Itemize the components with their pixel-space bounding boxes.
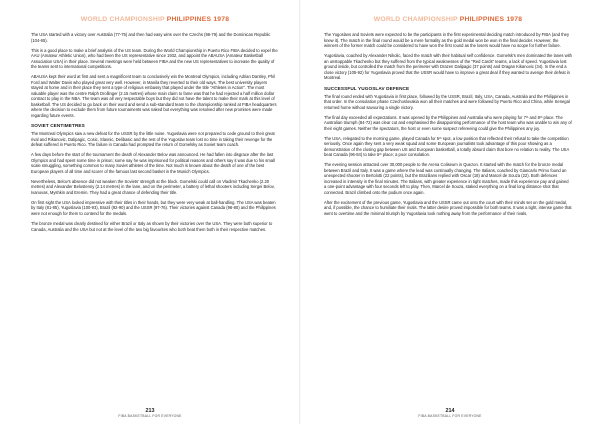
page-footer (300, 408, 600, 418)
running-header (324, 16, 572, 26)
section-heading: SOVIET CENTIMETRES (31, 123, 85, 129)
paragraph: After the excitement of the previous game, Yugoslavia and the USSR came out onto the court with their minds set on the gold medal, and, if possible, the chance to humiliate their rivals. The latter desire proved impossible for both teams. It was a tight, intense game that went to overtime and the minimal triumph by Yugoslavia took nothing away from the performance of their rivals. (324, 199, 572, 216)
page-number: 214 (445, 408, 455, 414)
paragraph: On first sight the USA looked impressive with their titles in their hands, but they were very weak at ball-handling. The USA was beaten by Italy (81-85), Yugoslavia (100-93), Brazil (92-90) and the USSR (97-76). Their victories against Canada (96-80) and the Philippines were not enough for them to contend for the medals. (31, 199, 276, 216)
section-heading: SUCCESSFUL YUGOSLAV DEFENCE (324, 85, 410, 91)
page-footer (0, 408, 300, 418)
paragraph: A few days before the start of the tournament the death of Alexander Belov was announced. He had fallen into disgrace after the last Olympics and had spent some time in prison; some say he was imprisoned for political reasons and others say it was due to his small scale smuggling, something common to many Soviet athletes of the time. Not much is known about the death of one of the best European players of all time and scorer of the famous last second basket in the Munich Olympics. (31, 152, 275, 174)
paragraph: The final round ended with Yugoslavia in first place, followed by the USSR, Brazil, Italy, USA, Canada, Australia and the Philippines in that order. In the consolation phase Czechoslovakia won all their matches and were followed by Puerto Rico and China, while Senegal returned home without savouring a single victory. (324, 93, 570, 110)
paragraph: The USA, relegated to the morning game, played Canada for 5ᵗʰ spot, a low position that reflected their refusal to take the competition seriously. Once again they sent a very weak squad and some European journalists took advantage of this poor showing as a demonstration of the closing gap between US and European basketball, a totally absurd claim that bore no relation to reality. The USA beat Canada (96-84) to take 5ᵗʰ place; a poor consolation. (324, 135, 569, 158)
publisher-line: FIBA BASKETBALL FOR EVERYONE (418, 414, 482, 418)
header-subtitle: PHILIPPINES 1978 (166, 16, 230, 23)
left-page-body (31, 32, 279, 232)
publisher-line: FIBA BASKETBALL FOR EVERYONE (118, 414, 182, 418)
paragraph: ABAUSA kept their word at first and sent a magnificent team to conclusively win the Montreal Olympics, including Adrian Dantley, Phil Ford and Walter Davis who played great very well. However, in Manila they reverted to their old ways. The best university players stayed at home and in their place they sent a type of religious embassy that played under the title "Athletes in Action". The most valuable player was the centre Ralph Drollinger (2.15 metres) whose main claim to fame was that he had rejected a half million dollar contract to play in the NBA. The team was all very respectable boys but they did not have the talent to make their mark at this level of basketball. The US decided to go back on their word and send a sub-standard team to the championship ranked at FIBA headquarters where the decision to exclude them from future tournaments was naked but everything was resolved after new promises were made regarding future events. (31, 74, 277, 118)
page-number: 213 (145, 408, 155, 414)
paragraph: The final day exceeded all expectations. It was opened by the Philippines and Australia who were playing for 7ᵗʰ and 8ᵗʰ place. The Australian triumph (84-72) was clear cut and emphasised the disappointing performance of the host team who was unable to win any of their eight games. Neither the spectators, the host or even some suspect refereeing could give the Philippines any joy. (324, 114, 572, 131)
running-header (31, 16, 279, 26)
paragraph: The Montreal Olympics saw a new defeat for the USSR by the little noise. Yugoslavia were not prepared to cede ground to their great rival and Rikanovic, Dalipagic, Cosic, Slavnic, Delibasic and the rest of the Yugoslav team lost no time in taking their revenge for the defeat suffered in Puerto Rico. The failure in Canada had prompted the return of Gomelsky as Soviet team coach. (31, 131, 275, 148)
book-gutter (299, 0, 301, 424)
header-subtitle: PHILIPPINES 1978 (459, 16, 523, 23)
paragraph: The bronze medal was clearly destined for either Brazil or Italy as shown by their victories over the USA. They were both superior to Canada, Australia and the USA but not at the level of the two big favourites who both beat them both in their respective matches. (31, 221, 273, 232)
paragraph: This is a good place to make a brief analysis of the US team. During the World Championship in Puerto Rico FIBA decided to expel the AAU (Amateur Athletic Union), who had been the US representative since 1932, and appoint the ABAUSA (Amateur Basketball Association USA) in their place. Several meetings were held between FIBA and the new US representatives to increase the quality of the teams sent to international competitions. (31, 47, 278, 70)
paragraph: The USA started with a victory over Australia (77-75) and then had easy wins over the Czechs (96-79) and the Dominican Republic (104-65). (31, 32, 271, 43)
right-page-body (324, 32, 572, 216)
right-page (300, 0, 600, 424)
paragraph: The Yugoslavs and Soviets were expected to be the participants in the first experimental deciding match introduced by FIBA (and they knew it). The match in the final round would be a mere formality as the gold medal won be won in the final decider. However, the winners of the former match could be considered to have won the first round as the losers would have no scope for further failure. (324, 32, 570, 48)
paragraph: The evening session attracted over 30,000 people to the Arena Coliseum in Quezon. It started with the match for the bronze medal between Brazil and Italy. It was a game where the lead was continually changing. The Italians, coached by Giancarlo Primo found an unexpected shooter in Bertolotti (22 points), but the Brazilians replied with Oscar (18) and Marcel de Souza (22). Both defences increased in intensity in the final minutes. The Italians, with greater experience in tight matches, made this experience pay and gained a one-point advantage with four seconds left to play. Then, Marcel de Souza, staked everything on a final long distance shot that connected. Brazil climbed onto the podium once again. (324, 162, 569, 195)
header-title: WORLD CHAMPIONSHIP (80, 16, 165, 23)
header-title: WORLD CHAMPIONSHIP (373, 16, 458, 23)
paragraph: Nevertheless, Belov's absence did not weaken the Soviets' strength at the block. Gomelski could call on Vladimir Tkachenko (2.20 metres) and Alexander Belostenny (2.14 metres) in the lane, and on the perimeter, a battery of lethal shooters including Sergei Belov, Ivanovas, Myshkin and Eremin. They had a great chance of defending their title. (31, 178, 275, 195)
paragraph: Yugoslavia, coached by Alexander Nikolic, faced the match with their habitual self confidence. Gomelsk's men dominated the lanes with an unstoppable Tkachenko but they suffered from the typical weaknesses of the "Red Cards" teams, a lack of speed. Yugoslavia lost ground inside, but controlled the match from the perimeter with Drazen Dalipagic (37 points) and Dragan Kikanovic (34). In the end a close victory (105-92) for Yugoslavia proved that the USSR would have to improve a great deal if they wanted to avenge their defeat in Montreal. (324, 53, 572, 81)
